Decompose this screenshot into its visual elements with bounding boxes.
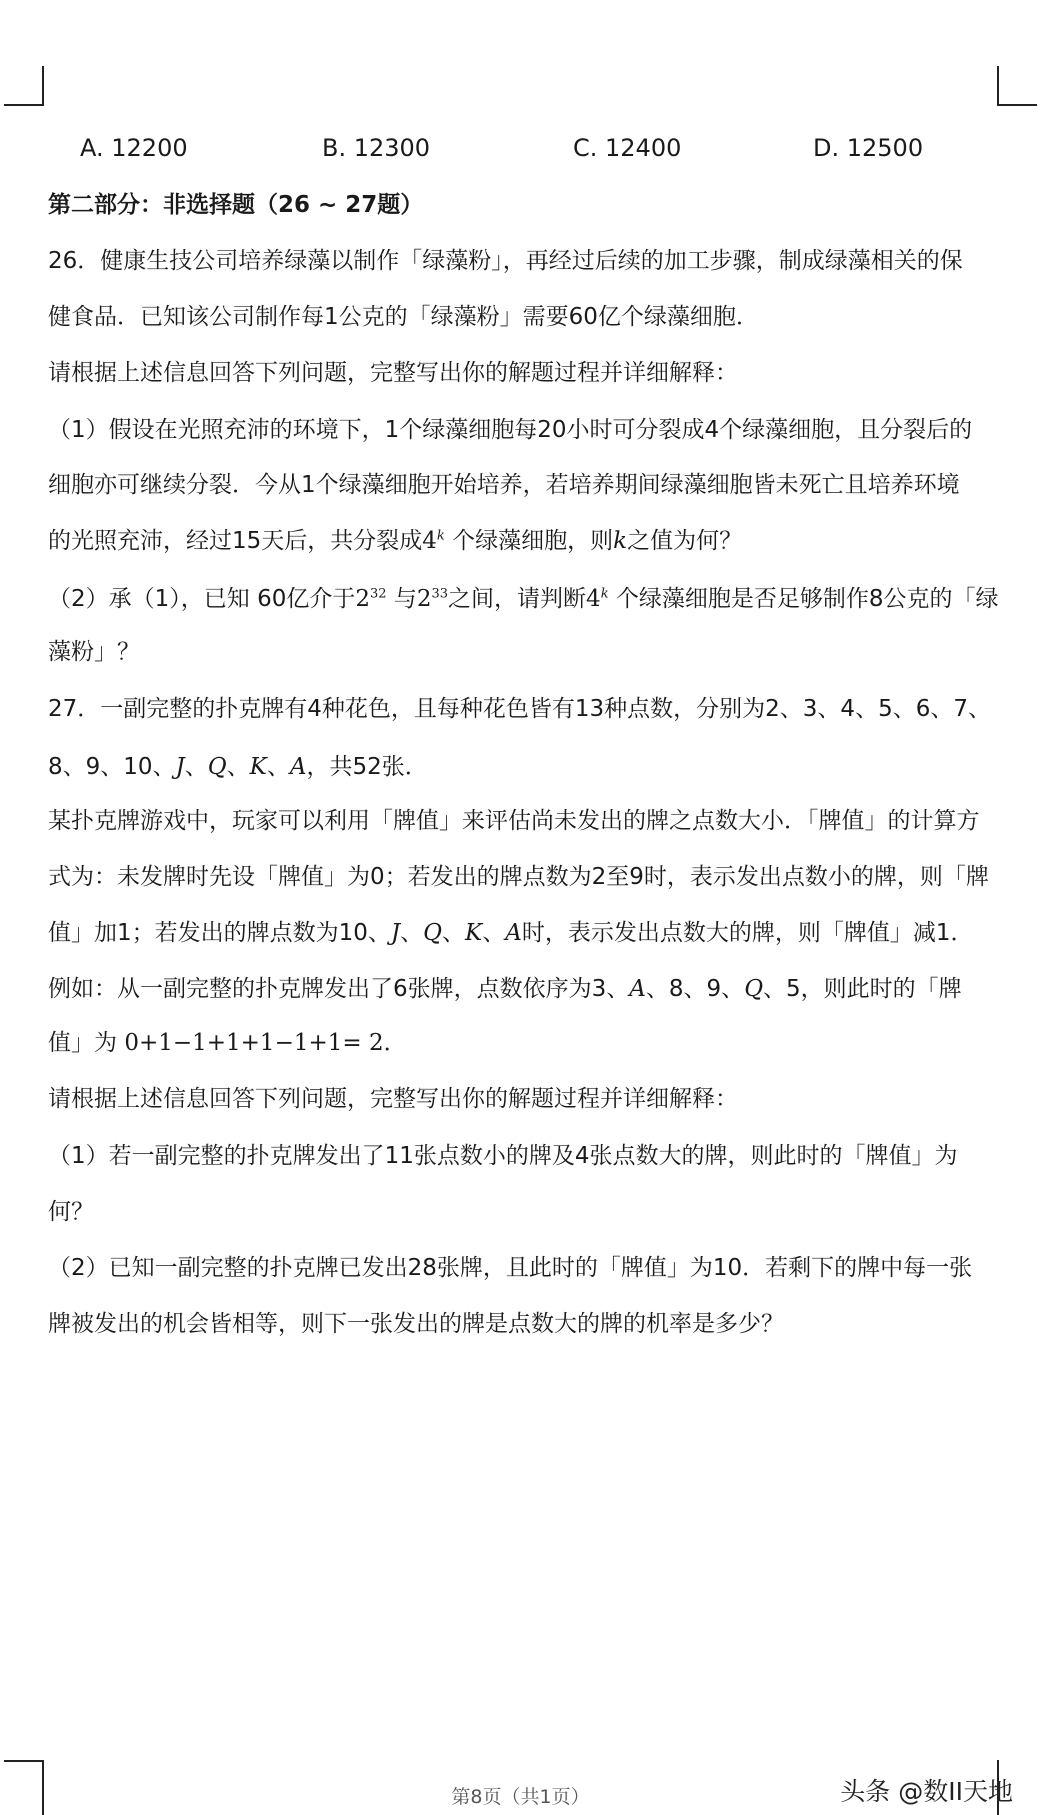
- q27-line-8: 请根据上述信息回答下列问题，完整写出你的解题过程并详细解释：: [48, 1086, 738, 1112]
- q26-line-5: 细胞亦可继续分裂．今从1个绿藻细胞开始培养，若培养期间绿藻细胞皆未死亡且培养环境: [48, 472, 960, 498]
- option-c: C. 12400: [573, 134, 682, 162]
- q26-line-1: 26．健康生技公司培养绿藻以制作「绿藻粉」，再经过后续的加工步骤，制成绿藻相关的保: [48, 248, 963, 274]
- crop-mark-top-right-v: [997, 66, 999, 106]
- crop-mark-bottom-left-h: [4, 1760, 44, 1762]
- crop-mark-top-right-h: [997, 104, 1037, 106]
- math-2-pow-32: $2^{32}$: [355, 586, 387, 612]
- q27-line-9: （1）若一副完整的扑克牌发出了11张点数小的牌及4张点数大的牌，则此时的「牌值」为: [48, 1143, 958, 1169]
- q26-line-7: （2）承（1），已知 60亿介于$2^{32}$ 与$2^{33}$之间，请判断4$^k$ 个绿藻细胞是否足够制作8公克的「绿: [48, 586, 999, 612]
- option-b: B. 12300: [322, 134, 431, 162]
- watermark: 头条 @数II天地: [840, 1777, 1013, 1806]
- q26-line-3: 请根据上述信息回答下列问题，完整写出你的解题过程并详细解释：: [48, 360, 738, 386]
- q27-line-3: 某扑克牌游戏中，玩家可以利用「牌值」来评估尚未发出的牌之点数大小．「牌值」的计算方: [48, 808, 980, 834]
- math-expression: 0+1−1+1+1−1+1= 2: [124, 1030, 384, 1056]
- option-a: A. 12200: [80, 134, 188, 162]
- math-k: k: [613, 528, 628, 554]
- option-d: D. 12500: [813, 134, 924, 162]
- math-4-pow-k-2: 4$^k$: [586, 586, 609, 612]
- math-4-pow-k: 4$^k$: [422, 528, 445, 554]
- section-title: 第二部分：非选择题（26 ~ 27题）: [48, 192, 424, 218]
- q27-line-4: 式为：未发牌时先设「牌值」为0；若发出的牌点数为2至9时，表示发出点数小的牌，则「牌: [48, 864, 989, 890]
- q27-line-1: 27．一副完整的扑克牌有4种花色，且每种花色皆有13种点数，分别为2、3、4、5、6、7、: [48, 696, 991, 722]
- crop-mark-top-left-v: [42, 66, 44, 106]
- q27-line-10: 何？: [48, 1199, 94, 1225]
- q27-line-2: 8、9、10、J、Q、K、A，共52张．: [48, 754, 428, 780]
- q27-line-12: 牌被发出的机会皆相等，则下一张发出的牌是点数大的牌的机率是多少？: [48, 1311, 784, 1337]
- q27-line-6: 例如：从一副完整的扑克牌发出了6张牌，点数依序为3、A、8、9、Q、5，则此时的「牌: [48, 976, 962, 1002]
- q27-line-7: 值」为 0+1−1+1+1−1+1= 2．: [48, 1030, 407, 1056]
- q27-line-11: （2）已知一副完整的扑克牌已发出28张牌，且此时的「牌值」为10．若剩下的牌中每一张: [48, 1255, 973, 1281]
- math-2-pow-33: $2^{33}$: [416, 586, 449, 612]
- q26-line-4: （1）假设在光照充沛的环境下，1个绿藻细胞每20小时可分裂成4个绿藻细胞，且分裂后的: [48, 417, 973, 443]
- q27-line-5: 值」加1；若发出的牌点数为10、J、Q、K、A时，表示发出点数大的牌，则「牌值」减1．: [48, 920, 974, 946]
- q26-line-2: 健食品．已知该公司制作每1公克的「绿藻粉」需要60亿个绿藻细胞．: [48, 304, 759, 330]
- page-footer: 第8页（共1页）: [451, 1786, 590, 1808]
- q26-line-8: 藻粉」？: [48, 639, 140, 665]
- crop-mark-top-left-h: [4, 104, 44, 106]
- q26-line-6: 的光照充沛，经过15天后，共分裂成4$^k$ 个绿藻细胞，则k之值为何？: [48, 528, 743, 554]
